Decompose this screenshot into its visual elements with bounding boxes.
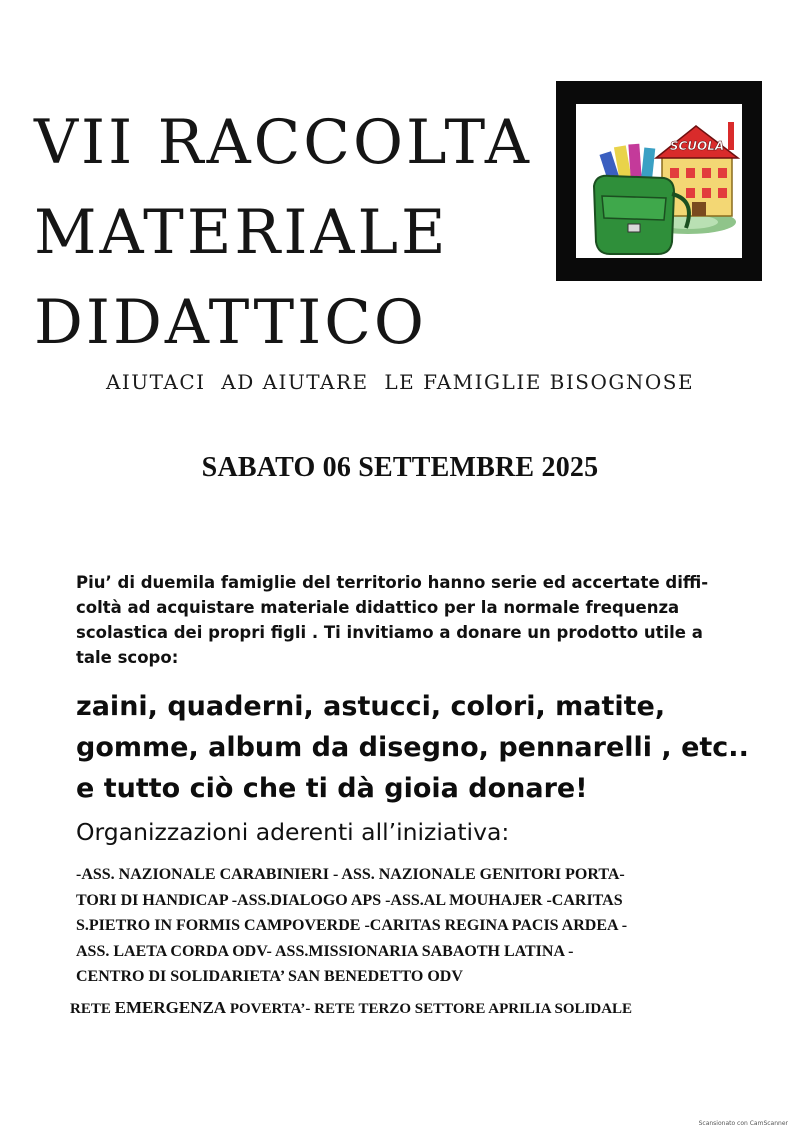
network-emphasis: EMERGENZA: [114, 998, 227, 1017]
poster-title: [34, 98, 554, 368]
network-suffix: POVERTA’- RETE TERZO SETTORE APRILIA SOLIDALE: [226, 1001, 633, 1017]
organizations-line: -ASS. NAZIONALE CARABINIERI - ASS. NAZIONALE GENITORI PORTA-: [76, 866, 625, 883]
logo-frame: [556, 81, 762, 281]
intro-line: scolastica dei propri figli . Ti invitiamo a donare un prodotto utile a: [76, 623, 703, 642]
intro-line: coltà ad acquistare materiale didattico per la normale frequenza: [76, 598, 680, 617]
intro-paragraph: [76, 570, 742, 670]
title-line: VII RACCOLTA: [34, 107, 532, 178]
subtitle: AIUTACI AD AIUTARE LE FAMIGLIE BISOGNOSE: [105, 370, 695, 394]
event-date: SABATO 06 SETTEMBRE 2025: [201, 452, 599, 483]
school-backpack-icon: [576, 104, 742, 258]
organizations-line: TORI DI HANDICAP -ASS.DIALOGO APS -ASS.AL MOUHAJER -CARITAS: [76, 891, 623, 909]
school-sign-text: SCUOLA: [669, 139, 725, 153]
network-line: [70, 998, 632, 1018]
items-line: zaini, quaderni, astucci, colori, matite,: [76, 691, 666, 722]
organizations-list: [76, 862, 760, 990]
school-illustration: [576, 104, 742, 258]
title-line: DIDATTICO: [34, 287, 427, 358]
organizations-line: CENTRO DI SOLIDARIETA’ SAN BENEDETTO ODV: [76, 968, 463, 985]
organizations-line: ASS. LAETA CORDA ODV- ASS.MISSIONARIA SABAOTH LATINA -: [76, 942, 574, 960]
intro-line: tale scopo:: [76, 648, 179, 667]
items-line: e tutto ciò che ti dà gioia donare!: [76, 773, 588, 804]
scanner-watermark: Scansionato con CamScanner: [698, 1120, 788, 1127]
donation-items: [76, 686, 756, 809]
organizations-heading: Organizzazioni aderenti all’iniziativa:: [76, 818, 510, 846]
title-line: MATERIALE: [34, 197, 449, 268]
intro-line: Piu’ di duemila famiglie del territorio hanno serie ed accertate diffi-: [76, 573, 709, 592]
organizations-line: S.PIETRO IN FORMIS CAMPOVERDE -CARITAS REGINA PACIS ARDEA -: [76, 917, 628, 934]
items-line: gomme, album da disegno, pennarelli , etc..: [76, 732, 749, 763]
network-prefix: RETE: [70, 1001, 115, 1017]
